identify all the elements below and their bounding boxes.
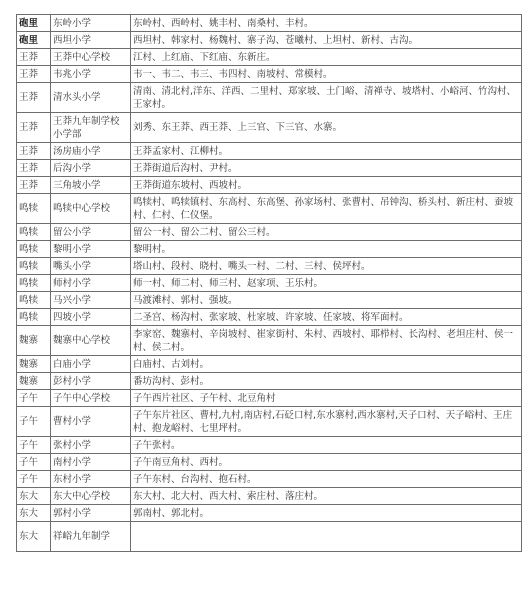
villages-cell: 子午南豆角村、西村。	[131, 454, 522, 471]
table-row	[17, 224, 522, 241]
villages-cell: 韦一、韦二、韦三、韦四村、南坡村、常模村。	[131, 66, 522, 83]
town-cell: 鸣犊	[17, 194, 51, 224]
school-cell: 后沟小学	[51, 160, 131, 177]
town-cell: 子午	[17, 437, 51, 454]
villages-cell: 马渡滩村、郭村、强坡。	[131, 292, 522, 309]
town-cell: 鸣犊	[17, 292, 51, 309]
table-row	[17, 275, 522, 292]
table-row	[17, 177, 522, 194]
table-row	[17, 356, 522, 373]
villages-cell: 江村、上红庙、下红庙、东新庄。	[131, 49, 522, 66]
town-cell: 砲里	[17, 15, 51, 32]
town-cell: 鸣犊	[17, 258, 51, 275]
table-row	[17, 113, 522, 143]
town-cell: 王莽	[17, 143, 51, 160]
school-cell: 东村小学	[51, 471, 131, 488]
villages-cell: 子午张村。	[131, 437, 522, 454]
villages-cell: 东大村、北大村、西大村、索庄村、落庄村。	[131, 488, 522, 505]
town-cell: 东大	[17, 522, 51, 552]
table-row	[17, 471, 522, 488]
villages-cell: 王莽街道后沟村、尹村。	[131, 160, 522, 177]
villages-cell: 子午西片社区、子午村、北豆角村	[131, 390, 522, 407]
table-row	[17, 373, 522, 390]
villages-cell: 师一村、师二村、师三村、赵家项、王乐村。	[131, 275, 522, 292]
school-district-table	[16, 14, 522, 552]
school-cell: 南村小学	[51, 454, 131, 471]
school-cell: 留公小学	[51, 224, 131, 241]
town-cell: 鸣犊	[17, 241, 51, 258]
table-row	[17, 505, 522, 522]
school-cell: 鸣犊中心学校	[51, 194, 131, 224]
villages-cell: 番坊沟村、彭村。	[131, 373, 522, 390]
town-cell: 王莽	[17, 49, 51, 66]
town-cell: 子午	[17, 471, 51, 488]
villages-cell: 黎明村。	[131, 241, 522, 258]
villages-cell	[131, 522, 522, 552]
school-cell: 魏寨中心学校	[51, 326, 131, 356]
document-page	[16, 14, 521, 552]
school-cell: 韦兆小学	[51, 66, 131, 83]
town-cell: 东大	[17, 505, 51, 522]
school-cell: 东岭小学	[51, 15, 131, 32]
table-row	[17, 522, 522, 552]
school-cell: 师村小学	[51, 275, 131, 292]
town-cell: 魏寨	[17, 326, 51, 356]
table-row	[17, 390, 522, 407]
town-cell: 子午	[17, 407, 51, 437]
villages-cell: 二圣宫、杨沟村、张家坡、杜家坡、许家坡、任家坡、将军面村。	[131, 309, 522, 326]
town-cell: 子午	[17, 454, 51, 471]
villages-cell: 留公一村、留公二村、留公三村。	[131, 224, 522, 241]
school-cell: 汤房庙小学	[51, 143, 131, 160]
town-cell: 东大	[17, 488, 51, 505]
villages-cell: 王莽街道东坡村、西坡村。	[131, 177, 522, 194]
villages-cell: 鸣犊村、鸣犊镇村、东高村、东高堡、孙家场村、张曹村、吊钟沟、桥头村、新庄村、蚕坡村、仁村、仁仪堡。	[131, 194, 522, 224]
school-cell: 四坡小学	[51, 309, 131, 326]
table-row	[17, 194, 522, 224]
table-row	[17, 83, 522, 113]
villages-cell: 郭南村、郭北村。	[131, 505, 522, 522]
villages-cell: 刘秀、东王莽、西王莽、上三官、下三官、水寨。	[131, 113, 522, 143]
town-cell: 魏寨	[17, 356, 51, 373]
school-cell: 子午中心学校	[51, 390, 131, 407]
table-row	[17, 326, 522, 356]
school-cell: 马兴小学	[51, 292, 131, 309]
town-cell: 魏寨	[17, 373, 51, 390]
villages-cell: 子午东片社区、曹村,九村,南店村,石砭口村,东水寨村,西水寨村,天子口村、天子峪村、王庄村、抱龙峪村、七里坪村。	[131, 407, 522, 437]
table-row	[17, 143, 522, 160]
table-row	[17, 309, 522, 326]
table-row	[17, 407, 522, 437]
table-row	[17, 160, 522, 177]
school-cell: 清水头小学	[51, 83, 131, 113]
school-cell: 西坦小学	[51, 32, 131, 49]
table-row	[17, 454, 522, 471]
town-cell: 王莽	[17, 177, 51, 194]
town-cell: 王莽	[17, 113, 51, 143]
school-cell: 曹村小学	[51, 407, 131, 437]
school-cell: 郭村小学	[51, 505, 131, 522]
villages-cell: 清南、清北村,洋东、洋西、二里村、郑家坡、土门峪、清禅寺、坡塔村、小峪河、竹沟村、王家村。	[131, 83, 522, 113]
villages-cell: 白庙村、古刘村。	[131, 356, 522, 373]
table-row	[17, 488, 522, 505]
villages-cell: 塔山村、段村、晓村、嘴头一村、二村、三村、侯坪村。	[131, 258, 522, 275]
school-cell: 东大中心学校	[51, 488, 131, 505]
school-cell: 王莽中心学校	[51, 49, 131, 66]
table-row	[17, 32, 522, 49]
table-row	[17, 292, 522, 309]
table-row	[17, 49, 522, 66]
town-cell: 子午	[17, 390, 51, 407]
table-body	[17, 15, 522, 552]
table-row	[17, 258, 522, 275]
villages-cell: 李家窑、魏寨村、辛岗坡村、崔家街村、朱村、西坡村、耶栉村、长沟村、老坦庄村、侯一村、侯二村。	[131, 326, 522, 356]
town-cell: 王莽	[17, 83, 51, 113]
table-row	[17, 241, 522, 258]
school-cell: 彭村小学	[51, 373, 131, 390]
table-row	[17, 66, 522, 83]
school-cell: 三角坡小学	[51, 177, 131, 194]
school-cell: 祥峪九年制学	[51, 522, 131, 552]
school-cell: 黎明小学	[51, 241, 131, 258]
school-cell: 白庙小学	[51, 356, 131, 373]
town-cell: 王莽	[17, 160, 51, 177]
villages-cell: 王莽孟家村、江柳村。	[131, 143, 522, 160]
villages-cell: 西坦村、韩家村、杨魏村、寨子沟、苍曦村、上坦村、新村、古沟。	[131, 32, 522, 49]
villages-cell: 子午东村、台沟村、抱石村。	[131, 471, 522, 488]
town-cell: 鸣犊	[17, 309, 51, 326]
school-cell: 嘴头小学	[51, 258, 131, 275]
town-cell: 砲里	[17, 32, 51, 49]
table-row	[17, 437, 522, 454]
table-row	[17, 15, 522, 32]
villages-cell: 东岭村、西岭村、姚丰村、南桑村、丰村。	[131, 15, 522, 32]
town-cell: 王莽	[17, 66, 51, 83]
town-cell: 鸣犊	[17, 224, 51, 241]
school-cell: 王莽九年制学校小学部	[51, 113, 131, 143]
town-cell: 鸣犊	[17, 275, 51, 292]
school-cell: 张村小学	[51, 437, 131, 454]
